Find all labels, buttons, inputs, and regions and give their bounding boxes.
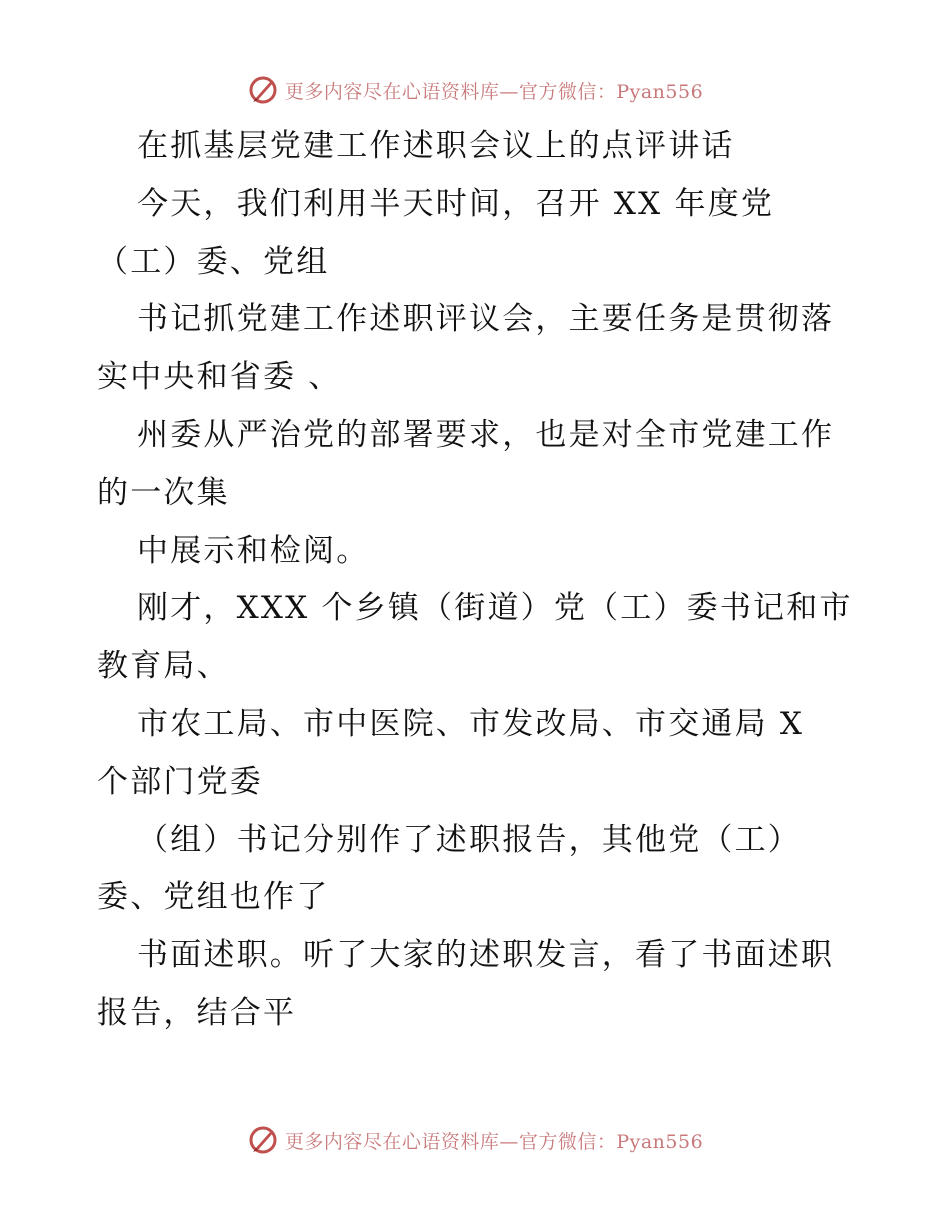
quill-pen-circle-icon bbox=[247, 74, 279, 106]
document-body bbox=[97, 118, 857, 1043]
quill-pen-circle-icon bbox=[247, 1124, 279, 1156]
text-line: 的一次集 bbox=[97, 474, 230, 511]
text-line: 教育局、 bbox=[97, 648, 230, 685]
watermark-text: 更多内容尽在心语资料库—官方微信：Pyan556 bbox=[284, 80, 704, 103]
text-line: 书记抓党建工作述职评议会，主要任务是贯彻落 bbox=[137, 301, 835, 338]
text-line: （工）委、党组 bbox=[97, 243, 330, 280]
text-line: 个部门党委 bbox=[97, 763, 263, 800]
watermark-text: 更多内容尽在心语资料库—官方微信：Pyan556 bbox=[284, 1130, 704, 1153]
text-line: 实中央和省委 、 bbox=[97, 359, 342, 396]
text-line: 今天，我们利用半天时间，召开 XX 年度党 bbox=[137, 185, 775, 222]
text-line: 刚才，XXX 个乡镇（街道）党（工）委书记和市 bbox=[137, 590, 853, 627]
watermark-header bbox=[0, 70, 950, 110]
text-line: 在抓基层党建工作述职会议上的点评讲话 bbox=[137, 128, 735, 164]
text-line: 委、党组也作了 bbox=[97, 879, 330, 916]
watermark-footer bbox=[0, 1120, 950, 1160]
text-line: （组）书记分别作了述职报告，其他党（工） bbox=[137, 821, 801, 858]
text-line: 州委从严治党的部署要求，也是对全市党建工作 bbox=[137, 416, 835, 453]
text-line: 中展示和检阅。 bbox=[137, 532, 370, 569]
text-line: 市农工局、市中医院、市发改局、市交通局 X bbox=[137, 705, 805, 742]
text-line: 报告，结合平 bbox=[97, 994, 297, 1031]
text-line: 书面述职。听了大家的述职发言，看了书面述职 bbox=[137, 937, 835, 974]
